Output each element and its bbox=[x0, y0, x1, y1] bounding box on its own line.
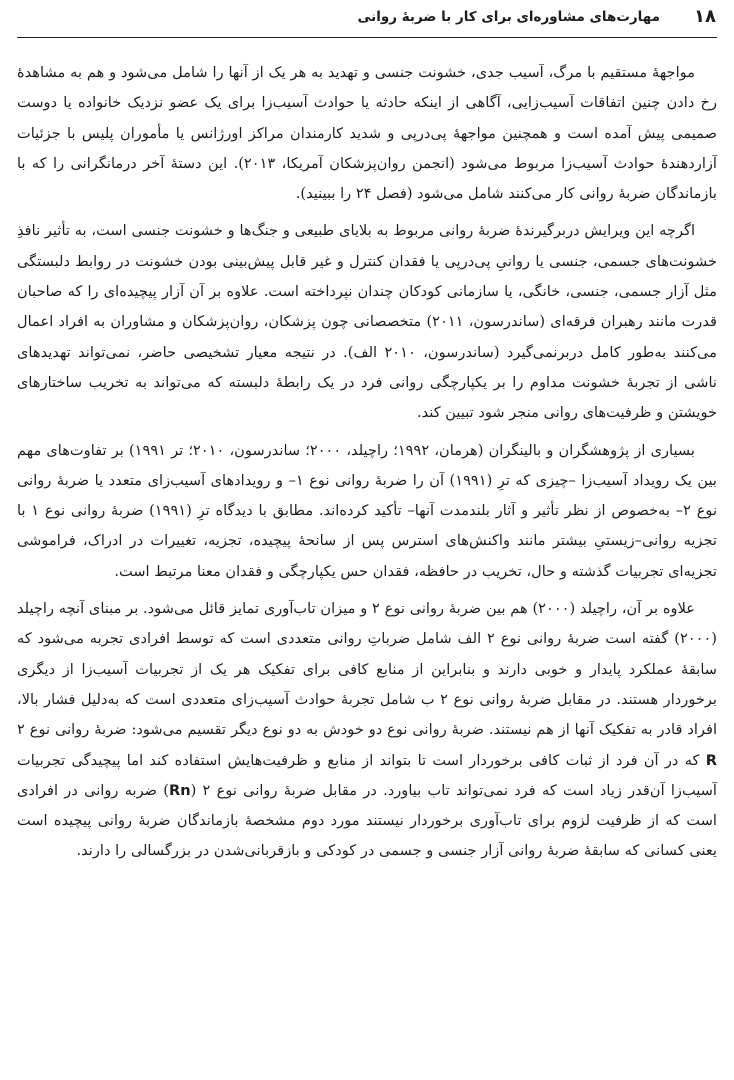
book-title: مهارت‌های مشاوره‌ای برای کار با ضربهٔ روانی bbox=[357, 9, 660, 25]
page-number: ۱۸ bbox=[694, 6, 716, 27]
paragraph-3: بسیاری از پژوهشگران و بالینگران (هرمان، ۱۹۹۲؛ راچیلد، ۲۰۰۰؛ ساندرسون، ۲۰۱۰؛ تر ۱۹۹۱) بر تفاوت‌های مهم بین یک رویداد آسیب‌زا –چیزی که ترِ (۱۹۹۱) آن را ضربهٔ روانی نوع ۱– و رویدادهای آسیب‌زای متعدد یا ضربهٔ روانی نوع ۲– به‌خصوص از نظر تأثیر و آثار بلندمدت آنها– تأکید کرده‌اند. مطابق با دیدگاه ترِ (۱۹۹۱) ضربهٔ روانی نوع ۱ با تجزیه روانی–زیستیِ بیشتر مانند واکنش‌های استرس پس از سانحهٔ پیچیده، تجزیه، تغییرات در ادراک، فراموشی تجزیه‌ای تجربیات گذشته و حال، تخریب در حافظه، فقدان حس یکپارچگی و فقدان معنا مرتبط است. bbox=[17, 441, 718, 580]
paragraph-4: علاوه بر آن، راچیلد (۲۰۰۰) هم بین ضربهٔ روانی نوع ۲ و میزان تاب‌آوری تمایز قائل می‌شود. بر مبنای آنچه راچیلد (۲۰۰۰) گفته است ضربهٔ روانی نوع ۲ الف شامل ضرباتِ روانی متعددی است که توسط افرادی تجربه می‌شود که سابقهٔ عملکرد پایدار و خوبی دارند و بنابراین از منابع کافی برای تفکیک هر یک از تجربیات آسیب‌زا از دیگری برخوردار هستند. در مقابل ضربهٔ روانی نوع ۲ ب شامل تجربهٔ حوادث آسیب‌زای متعددی است که به‌دلیل فشار بالا، افراد قادر به تفکیک آنها از هم نیستند. ضربهٔ روانی نوع دو خودش به دو نوع دیگر تقسیم می‌شود: ضربهٔ روانی نوع ۲ R که در آن فرد از ثبات کافی برخوردار است تا بتواند از منابع و ظرفیت‌هایش استفاده کند اما پیچیدگی تجربیات آسیب‌زا آن‌قدر زیاد است که فرد نمی‌تواند تاب بیاورد. در مقابل ضربهٔ روانی نوع ۲ (Rn) ضربه روانی در افرادی است که از ظرفیت لزوم برای تاب‌آوری برخوردار نیستند مورد دوم مشخصهٔ بازماندگان ضربهٔ روانی پیچیده است یعنی کسانی که سابقهٔ ضربهٔ روانی آزار جنسی و جسمی در کودکی و بازقربانی‌شدن در بزرگسالی را دارند. bbox=[17, 600, 717, 860]
running-header bbox=[0, 0, 734, 38]
paragraph-1: مواجههٔ مستقیم با مرگ، آسیب جدی، خشونت جنسی و تهدید به هر یک از آنها را شامل می‌شود و هم به مشاهدهٔ رخ دادن چنین اتفاقات آسیب‌زایی، آگاهی از اینکه حادثه یا حوادث آسیب‌زا برای یک عضو نزدیک خانواده یا دوست صمیمی پیش آمده است و همچنین مواجههٔ پی‌درپی و شدید کارمندان مراکز اورژانس یا مأموران پلیس با جزئیات آزاردهندهٔ حوادث آسیب‌زا مربوط می‌شود (انجمن روان‌پزشکان آمریکا، ۲۰۱۳). این دستهٔ آخر درمانگرانی را که با بازماندگان ضربهٔ روانی کار می‌کنند شامل می‌شود (فصل ۲۴ را ببینید). bbox=[17, 64, 717, 203]
paragraph-2: اگرچه این ویرایش دربرگیرندهٔ ضربهٔ روانی مربوط به بلایای طبیعی و جنگ‌ها و خشونت جنسی است، به تأثیر نافذِ خشونت‌های جسمی، جنسی یا روانیِ پی‌درپی یا فقدان کنترل و غیر قابل پیش‌بینی بودن خشونت در روابط دلبستگی مثل آزار جسمی، جنسی، خانگی، یا سازمانی کودکان چندان نپرداخته است. علاوه بر آن آزار پیچیده‌ای را که صاحبان قدرت مانند رهبران فرقه‌ای (ساندرسون، ۲۰۱۱) متخصصانی چون پزشکان، روان‌پزشکان و مشاوران به افراد اعمال می‌کنند به‌طور کامل دربرنمی‌گیرد (ساندرسون، ۲۰۱۰ الف). در نتیجه معیار تشخیصی حاضر، نمی‌تواند تهدیدهای ناشی از تجربهٔ خشونت مداوم را بر یکپارچگی روانی فرد در یک رابطهٔ دلبسته که می‌تواند به تخریب ساختارهای خویشتن و ظرفیت‌های روانی منجر شود تبیین کند. bbox=[17, 222, 717, 422]
inline-term-rn: Rn bbox=[168, 781, 191, 799]
inline-term-r: R bbox=[705, 751, 717, 769]
header-divider bbox=[17, 37, 717, 38]
body-text bbox=[17, 58, 717, 874]
